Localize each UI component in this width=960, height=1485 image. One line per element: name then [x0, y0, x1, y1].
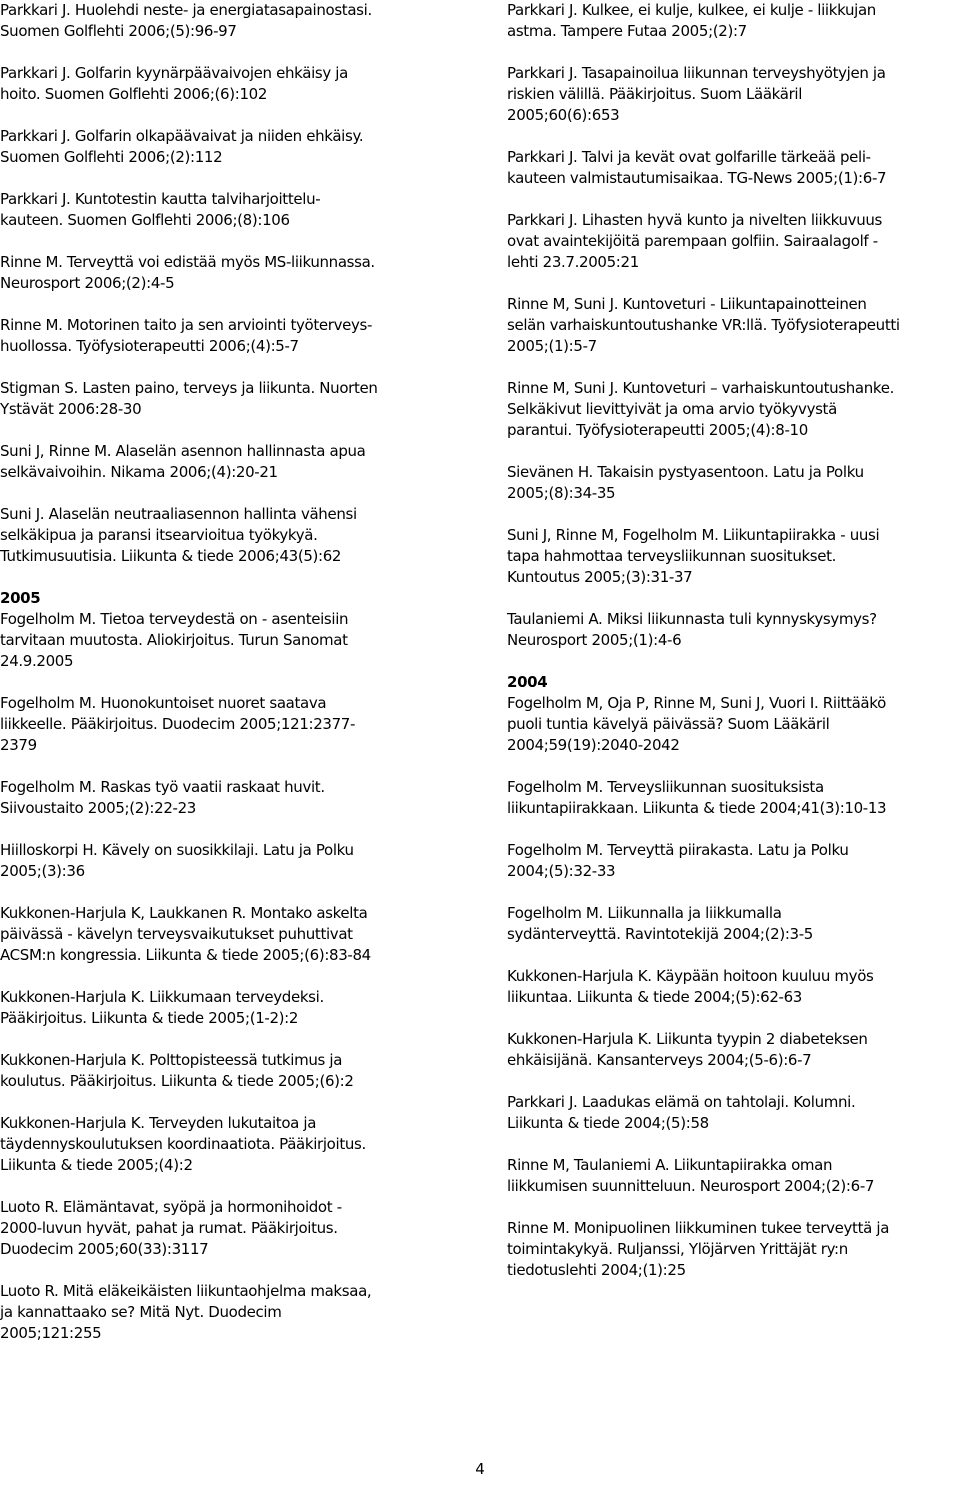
reference-entry: Suni J, Rinne M. Alaselän asennon hallinnasta apua selkävaivoihin. Nikama 2006;(4):20-21 — [0, 442, 366, 481]
reference-entry: Fogelholm M. Huonokuntoiset nuoret saatava liikkeelle. Pääkirjoitus. Duodecim 2005;121:2377- 2379 — [0, 694, 356, 754]
reference-entry: Rinne M. Terveyttä voi edistää myös MS-liikunnassa. Neurosport 2006;(2):4-5 — [0, 253, 375, 292]
reference-entry: Parkkari J. Talvi ja kevät ovat golfarille tärkeää peli- kauteen valmistautumisaikaa. TG-News 2005;(1):6-7 — [507, 148, 887, 187]
reference-entry: Luoto R. Mitä eläkeikäisten liikuntaohjelma maksaa, ja kannattaako se? Mitä Nyt. Duodecim 2005;121:255 — [0, 1282, 372, 1342]
reference-list — [0, 609, 478, 1344]
year-heading-2005: 2005 — [0, 589, 41, 607]
reference-entry: Rinne M. Monipuolinen liikkuminen tukee terveyttä ja toimintakykyä. Ruljanssi, Ylöjärven Yrittäjät ry:n tiedotuslehti 2004;(1):25 — [507, 1219, 890, 1279]
reference-entry: Fogelholm M. Tietoa terveydestä on - asenteisiin tarvitaan muutosta. Aliokirjoitus. Turun Sanomat 24.9.2005 — [0, 610, 349, 670]
reference-entry: Parkkari J. Laadukas elämä on tahtolaji. Kolumni. Liikunta & tiede 2004;(5):58 — [507, 1093, 856, 1132]
reference-entry: Suni J. Alaselän neutraaliasennon hallinta vähensi selkäkipua ja paransi itsearvioitua työkykyä. Tutkimusuutisia. Liikunta & tiede 2006;43(5):62 — [0, 505, 357, 565]
reference-entry: Hiilloskorpi H. Kävely on suosikkilaji. Latu ja Polku 2005;(3):36 — [0, 841, 354, 880]
reference-entry: Rinne M, Suni J. Kuntoveturi - Liikuntapainotteinen selän varhaiskuntoutushanke VR:llä. Työfysioterapeutti 2005;(1):5-7 — [507, 295, 900, 355]
reference-list — [0, 0, 478, 567]
reference-entry: Rinne M, Taulaniemi A. Liikuntapiirakka oman liikkumisen suunnitteluun. Neurosport 2004;(2):6-7 — [507, 1156, 875, 1195]
reference-entry: Parkkari J. Lihasten hyvä kunto ja nivelten liikkuvuus ovat avaintekijöitä parempaan golfiin. Sairaalagolf - lehti 23.7.2005:21 — [507, 211, 882, 271]
page-number: 4 — [475, 1460, 485, 1478]
reference-entry: Fogelholm M. Terveysliikunnan suosituksista liikuntapiirakkaan. Liikunta & tiede 2004;41(3):10-13 — [507, 778, 887, 817]
reference-entry: Parkkari J. Golfarin kyynärpäävaivojen ehkäisy ja hoito. Suomen Golflehti 2006;(6):102 — [0, 64, 348, 103]
reference-entry: Suni J, Rinne M, Fogelholm M. Liikuntapiirakka - uusi tapa hahmottaa terveysliikunnan suositukset. Kuntoutus 2005;(3):31-37 — [507, 526, 880, 586]
reference-entry: Parkkari J. Golfarin olkapäävaivat ja niiden ehkäisy. Suomen Golflehti 2006;(2):112 — [0, 127, 364, 166]
reference-entry: Kukkonen-Harjula K. Liikkumaan terveydeksi. Pääkirjoitus. Liikunta & tiede 2005;(1-2):2 — [0, 988, 324, 1027]
reference-entry: Kukkonen-Harjula K, Laukkanen R. Montako askelta päivässä - kävelyn terveysvaikutukset puhuttivat ACSM:n kongressia. Liikunta & tiede 2005;(6):83-84 — [0, 904, 371, 964]
year-heading-2004: 2004 — [507, 673, 548, 691]
reference-list — [507, 0, 960, 651]
reference-entry: Parkkari J. Tasapainoilua liikunnan terveyshyötyjen ja riskien välillä. Pääkirjoitus. Suom Lääkäril 2005;60(6):653 — [507, 64, 886, 124]
reference-entry: Sievänen H. Takaisin pystyasentoon. Latu ja Polku 2005;(8):34-35 — [507, 463, 864, 502]
reference-entry: Fogelholm M. Raskas työ vaatii raskaat huvit. Siivoustaito 2005;(2):22-23 — [0, 778, 325, 817]
reference-entry: Kukkonen-Harjula K. Liikunta tyypin 2 diabeteksen ehkäisijänä. Kansanterveys 2004;(5-6):6-7 — [507, 1030, 868, 1069]
left-column — [0, 0, 478, 1365]
reference-entry: Rinne M. Motorinen taito ja sen arviointi työterveys- huollossa. Työfysioterapeutti 2006;(4):5-7 — [0, 316, 373, 355]
reference-entry: Parkkari J. Kulkee, ei kulje, kulkee, ei kulje - liikkujan astma. Tampere Futaa 2005;(2):7 — [507, 1, 876, 40]
reference-entry: Rinne M, Suni J. Kuntoveturi – varhaiskuntoutushanke. Selkäkivut lievittyivät ja oma arvio työkyvystä parantui. Työfysioterapeutti 2005;(4):8-10 — [507, 379, 894, 439]
reference-entry: Fogelholm M. Terveyttä piirakasta. Latu ja Polku 2004;(5):32-33 — [507, 841, 849, 880]
reference-entry: Taulaniemi A. Miksi liikunnasta tuli kynnyskysymys? Neurosport 2005;(1):4-6 — [507, 610, 877, 649]
reference-entry: Parkkari J. Huolehdi neste- ja energiatasapainostasi. Suomen Golflehti 2006;(5):96-97 — [0, 1, 372, 40]
reference-entry: Parkkari J. Kuntotestin kautta talviharjoittelu- kauteen. Suomen Golflehti 2006;(8):106 — [0, 190, 321, 229]
reference-entry: Luoto R. Elämäntavat, syöpä ja hormonihoidot - 2000-luvun hyvät, pahat ja rumat. Pääkirjoitus. Duodecim 2005;60(33):3117 — [0, 1198, 342, 1258]
reference-list — [507, 693, 960, 1281]
reference-entry: Fogelholm M, Oja P, Rinne M, Suni J, Vuori I. Riittääkö puoli tuntia kävelyä päivässä? Suom Lääkäril 2004;59(19):2040-2042 — [507, 694, 886, 754]
reference-entry: Stigman S. Lasten paino, terveys ja liikunta. Nuorten Ystävät 2006:28-30 — [0, 379, 378, 418]
right-column — [507, 0, 960, 1302]
reference-entry: Kukkonen-Harjula K. Käypään hoitoon kuuluu myös liikuntaa. Liikunta & tiede 2004;(5):62-63 — [507, 967, 874, 1006]
reference-entry: Kukkonen-Harjula K. Polttopisteessä tutkimus ja koulutus. Pääkirjoitus. Liikunta & tiede 2005;(6):2 — [0, 1051, 354, 1090]
reference-entry: Kukkonen-Harjula K. Terveyden lukutaitoa ja täydennyskoulutuksen koordinaatiota. Pääkirjoitus. Liikunta & tiede 2005;(4):2 — [0, 1114, 366, 1174]
reference-entry: Fogelholm M. Liikunnalla ja liikkumalla sydänterveyttä. Ravintotekijä 2004;(2):3-5 — [507, 904, 813, 943]
